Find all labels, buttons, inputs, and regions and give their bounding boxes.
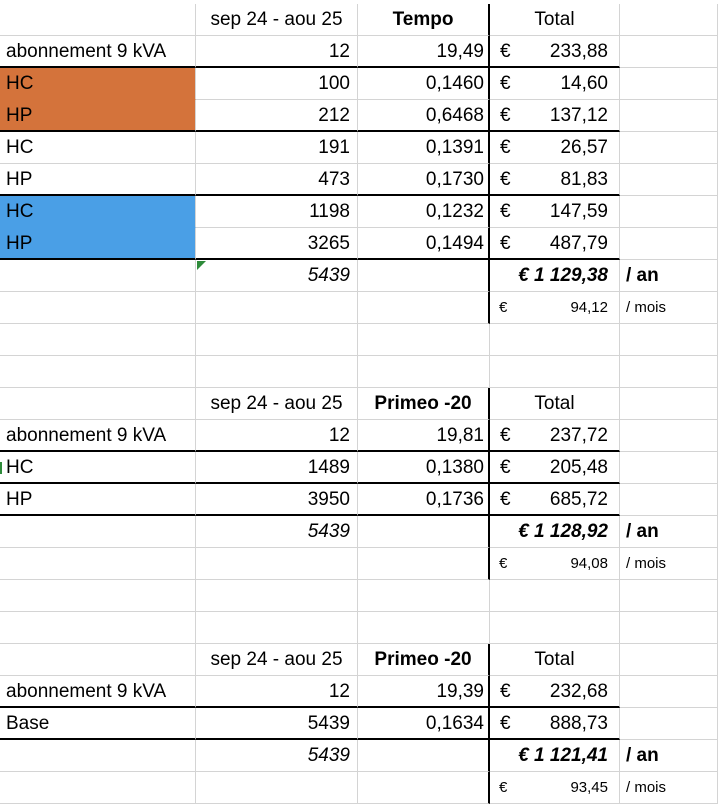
cell[interactable] — [0, 548, 196, 580]
total-cell[interactable] — [490, 420, 620, 452]
per-month-label[interactable]: / mois — [620, 548, 718, 580]
tariff-header[interactable]: Primeo -20 — [358, 644, 490, 676]
sum-row — [0, 516, 718, 548]
table-row — [0, 68, 718, 100]
cell[interactable] — [0, 772, 196, 804]
total-amount: 888,73 — [549, 713, 608, 734]
quantity-cell[interactable]: 3950 — [196, 484, 358, 516]
header-row — [0, 388, 718, 420]
price-cell[interactable]: 0,1736 — [358, 484, 490, 516]
cell[interactable] — [358, 356, 490, 388]
cell[interactable] — [358, 772, 490, 804]
cell[interactable] — [620, 484, 718, 516]
price-cell[interactable]: 0,1730 — [358, 164, 490, 196]
cell[interactable] — [358, 580, 490, 612]
cell[interactable] — [620, 132, 718, 164]
cell[interactable] — [358, 548, 490, 580]
table-row — [0, 132, 718, 164]
header-row — [0, 644, 718, 676]
table-row — [0, 452, 718, 484]
cell[interactable] — [0, 644, 196, 676]
price-cell[interactable]: 0,1380 — [358, 452, 490, 484]
euro-sign: € — [499, 779, 508, 796]
cell[interactable] — [358, 292, 490, 324]
cell[interactable] — [620, 36, 718, 68]
cell[interactable] — [358, 324, 490, 356]
monthly-total[interactable] — [490, 772, 620, 804]
row-label[interactable]: HC — [0, 196, 196, 228]
cell[interactable] — [0, 4, 196, 36]
cell[interactable] — [620, 580, 718, 612]
period-header[interactable]: sep 24 - aou 25 — [196, 4, 358, 36]
quantity-cell[interactable]: 191 — [196, 132, 358, 164]
quantity-cell[interactable]: 212 — [196, 100, 358, 132]
row-label[interactable]: HP — [0, 100, 196, 132]
cell[interactable] — [620, 644, 718, 676]
total-cell[interactable] — [490, 228, 620, 260]
cell[interactable] — [0, 740, 196, 772]
euro-sign: € — [500, 169, 511, 190]
cell[interactable] — [196, 548, 358, 580]
cell[interactable] — [0, 260, 196, 292]
table-row — [0, 36, 718, 68]
cell[interactable] — [0, 388, 196, 420]
cell[interactable] — [196, 772, 358, 804]
total-amount: 147,59 — [549, 201, 608, 222]
comment-marker-icon — [0, 462, 2, 474]
cell[interactable] — [620, 228, 718, 260]
euro-sign: € — [500, 201, 511, 222]
per-year-label[interactable]: / an — [620, 740, 718, 772]
total-amount: 685,72 — [549, 489, 608, 510]
quantity-cell[interactable]: 12 — [196, 36, 358, 68]
table-row — [0, 484, 718, 516]
monthly-amount: 94,08 — [570, 555, 608, 572]
price-cell[interactable]: 0,1634 — [358, 708, 490, 740]
total-cell[interactable] — [490, 164, 620, 196]
total-header[interactable]: Total — [490, 644, 620, 676]
euro-sign: € — [500, 681, 511, 702]
period-header[interactable]: sep 24 - aou 25 — [196, 388, 358, 420]
row-label[interactable]: HC — [0, 452, 196, 484]
table-row — [0, 676, 718, 708]
table-row — [0, 420, 718, 452]
total-amount: 233,88 — [549, 41, 608, 62]
tariff-header[interactable]: Primeo -20 — [358, 388, 490, 420]
total-amount: 137,12 — [549, 105, 608, 126]
cell[interactable] — [0, 292, 196, 324]
total-cell[interactable] — [490, 36, 620, 68]
cell[interactable] — [196, 292, 358, 324]
monthly-total[interactable] — [490, 292, 620, 324]
euro-sign: € — [500, 713, 511, 734]
price-cell[interactable]: 0,1494 — [358, 228, 490, 260]
cell[interactable] — [358, 612, 490, 644]
total-cell[interactable] — [490, 452, 620, 484]
total-header[interactable]: Total — [490, 388, 620, 420]
euro-sign: € — [500, 137, 511, 158]
empty-row — [0, 612, 718, 644]
cell[interactable] — [620, 388, 718, 420]
total-header[interactable]: Total — [490, 4, 620, 36]
euro-sign: € — [500, 457, 511, 478]
empty-row — [0, 324, 718, 356]
cell[interactable] — [620, 676, 718, 708]
row-label[interactable]: HP — [0, 164, 196, 196]
monthly-row — [0, 548, 718, 580]
annual-total[interactable]: € 1 128,92 — [490, 516, 620, 548]
euro-sign: € — [500, 105, 511, 126]
row-label[interactable]: HP — [0, 228, 196, 260]
total-amount: 232,68 — [549, 681, 608, 702]
quantity-cell[interactable]: 3265 — [196, 228, 358, 260]
euro-sign: € — [500, 425, 511, 446]
quantity-sum[interactable]: 5439 — [196, 740, 358, 772]
total-cell[interactable] — [490, 484, 620, 516]
price-cell[interactable]: 0,6468 — [358, 100, 490, 132]
per-month-label[interactable]: / mois — [620, 772, 718, 804]
monthly-row — [0, 772, 718, 804]
cell[interactable] — [0, 516, 196, 548]
per-year-label[interactable]: / an — [620, 260, 718, 292]
quantity-cell[interactable]: 1489 — [196, 452, 358, 484]
quantity-sum[interactable]: 5439 — [196, 260, 358, 292]
cell[interactable] — [620, 452, 718, 484]
price-cell[interactable]: 19,39 — [358, 676, 490, 708]
total-cell[interactable] — [490, 68, 620, 100]
per-month-label[interactable]: / mois — [620, 292, 718, 324]
sum-row — [0, 740, 718, 772]
cell[interactable] — [490, 580, 620, 612]
monthly-amount: 94,12 — [570, 299, 608, 316]
cell[interactable] — [620, 324, 718, 356]
annual-total[interactable]: € 1 121,41 — [490, 740, 620, 772]
row-label[interactable]: abonnement 9 kVA — [0, 420, 196, 452]
period-header[interactable]: sep 24 - aou 25 — [196, 644, 358, 676]
total-cell[interactable] — [490, 676, 620, 708]
cell[interactable] — [0, 580, 196, 612]
tariff-header[interactable]: Tempo — [358, 4, 490, 36]
total-cell[interactable] — [490, 196, 620, 228]
total-cell[interactable] — [490, 132, 620, 164]
euro-sign: € — [500, 73, 511, 94]
total-amount: 26,57 — [560, 137, 608, 158]
euro-sign: € — [499, 555, 508, 572]
cell[interactable] — [0, 612, 196, 644]
cell[interactable] — [0, 324, 196, 356]
price-cell[interactable]: 0,1391 — [358, 132, 490, 164]
total-amount: 237,72 — [549, 425, 608, 446]
cell[interactable] — [620, 68, 718, 100]
total-cell[interactable] — [490, 100, 620, 132]
cell[interactable] — [490, 324, 620, 356]
cell[interactable] — [196, 356, 358, 388]
total-amount: 487,79 — [549, 233, 608, 254]
row-label[interactable]: HC — [0, 132, 196, 164]
total-amount: 14,60 — [560, 73, 608, 94]
row-label[interactable]: HP — [0, 484, 196, 516]
cell[interactable] — [358, 260, 490, 292]
total-cell[interactable] — [490, 708, 620, 740]
cell[interactable] — [620, 100, 718, 132]
cell[interactable] — [358, 740, 490, 772]
empty-row — [0, 580, 718, 612]
monthly-total[interactable] — [490, 548, 620, 580]
quantity-cell[interactable]: 473 — [196, 164, 358, 196]
cell[interactable] — [196, 612, 358, 644]
header-row — [0, 4, 718, 36]
euro-sign: € — [500, 489, 511, 510]
cell[interactable] — [620, 420, 718, 452]
quantity-sum[interactable]: 5439 — [196, 516, 358, 548]
monthly-amount: 93,45 — [570, 779, 608, 796]
cell[interactable] — [358, 516, 490, 548]
per-year-label[interactable]: / an — [620, 516, 718, 548]
cell[interactable] — [196, 324, 358, 356]
cell[interactable] — [620, 164, 718, 196]
price-cell[interactable]: 0,1460 — [358, 68, 490, 100]
cell[interactable] — [620, 196, 718, 228]
cell[interactable] — [490, 356, 620, 388]
euro-sign: € — [500, 233, 511, 254]
cell[interactable] — [620, 612, 718, 644]
empty-row — [0, 356, 718, 388]
table-row — [0, 708, 718, 740]
total-amount: 81,83 — [560, 169, 608, 190]
cell[interactable] — [620, 4, 718, 36]
total-amount: 205,48 — [549, 457, 608, 478]
cell[interactable] — [490, 612, 620, 644]
price-cell[interactable]: 0,1232 — [358, 196, 490, 228]
row-label[interactable]: Base — [0, 708, 196, 740]
row-label[interactable]: abonnement 9 kVA — [0, 36, 196, 68]
price-cell[interactable]: 19,81 — [358, 420, 490, 452]
annual-total[interactable]: € 1 129,38 — [490, 260, 620, 292]
quantity-cell[interactable]: 5439 — [196, 708, 358, 740]
sum-row — [0, 260, 718, 292]
row-label[interactable]: HC — [0, 68, 196, 100]
quantity-cell[interactable]: 12 — [196, 676, 358, 708]
table-row — [0, 164, 718, 196]
quantity-cell[interactable]: 1198 — [196, 196, 358, 228]
cell[interactable] — [620, 356, 718, 388]
quantity-cell[interactable]: 100 — [196, 68, 358, 100]
cell[interactable] — [0, 356, 196, 388]
table-row — [0, 228, 718, 260]
table-row — [0, 196, 718, 228]
comment-marker-icon[interactable] — [197, 261, 206, 270]
cell[interactable] — [196, 580, 358, 612]
quantity-cell[interactable]: 12 — [196, 420, 358, 452]
table-row — [0, 100, 718, 132]
row-label[interactable]: abonnement 9 kVA — [0, 676, 196, 708]
cell[interactable] — [620, 708, 718, 740]
euro-sign: € — [499, 299, 508, 316]
monthly-row — [0, 292, 718, 324]
price-cell[interactable]: 19,49 — [358, 36, 490, 68]
euro-sign: € — [500, 41, 511, 62]
